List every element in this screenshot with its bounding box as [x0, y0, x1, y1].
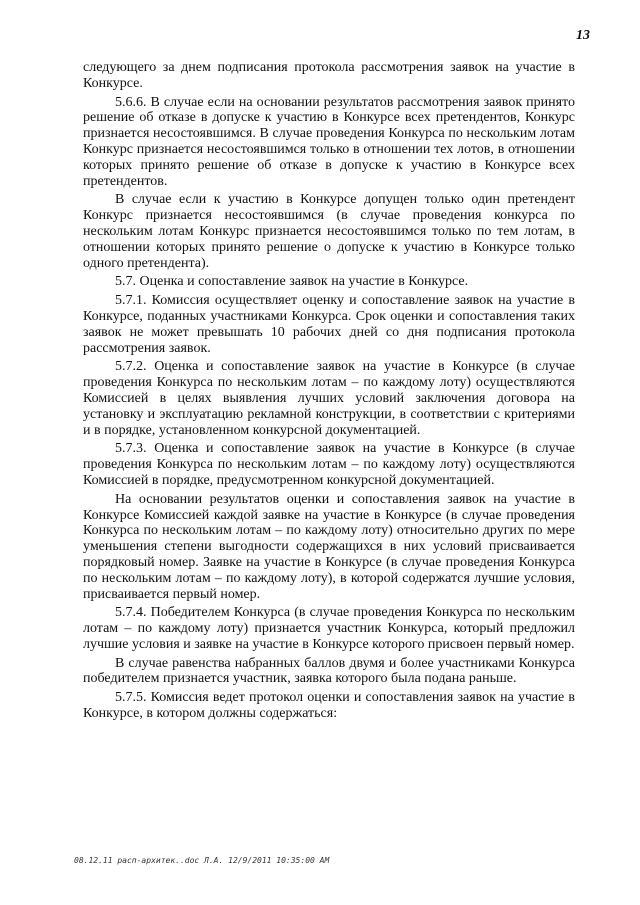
page-number: 13	[576, 28, 590, 43]
paragraph-tie-break: В случае равенства набранных баллов двумя и более участниками Конкурса победителем признается участник, заявка которого была подана раньше.	[83, 655, 575, 687]
paragraph-ranking: На основании результатов оценки и сопоставления заявок на участие в Конкурсе Комиссией каждой заявке на участие в Конкурсе (в случае проведения Конкурса по нескольким лотам – по каждому лоту) относительно других по мере уменьшения степени выгодности содержащихся в них условий присваивается порядковый номер. Заявке на участие в Конкурсе (в случае проведения Конкурса по нескольким лотам – по каждому лоту), в которой содержатся лучшие условия, присваивается первый номер.	[83, 491, 575, 602]
paragraph-5-7-2: 5.7.2. Оценка и сопоставление заявок на участие в Конкурсе (в случае проведения Конкурса по нескольким лотам – по каждому лоту) осуществляются Комиссией в целях выявления лучших условий заключения договора на установку и эксплуатацию рекламной конструкции, в соответствии с критериями и в порядке, установленном конкурсной документацией.	[83, 359, 575, 438]
section-heading-5-7: 5.7. Оценка и сопоставление заявок на участие в Конкурсе.	[115, 274, 469, 290]
paragraph-single-participant: В случае если к участию в Конкурсе допущен только один претендент Конкурс признается несостоявшимся (в случае проведения конкурса по нескольким лотам Конкурс признается несостоявшимся только по тем лотам, в отношении которых принято решение о допуске к участию в Конкурсе только одного претендента).	[83, 192, 575, 271]
paragraph-5-7-1: 5.7.1. Комиссия осуществляет оценку и сопоставление заявок на участие в Конкурсе, поданных участниками Конкурса. Срок оценки и сопоставления таких заявок не может превышать 10 рабочих дней со дня подписания протокола рассмотрения заявок.	[83, 293, 575, 356]
document-body	[83, 60, 575, 725]
paragraph-5-7-5: 5.7.5. Комиссия ведет протокол оценки и сопоставления заявок на участие в Конкурсе, в котором должны содержаться:	[83, 690, 575, 722]
document-footer: 08.12.11 расп-архитек..doc Л.А. 12/9/2011 10:35:00 AM	[74, 856, 330, 865]
paragraph-5-7-3: 5.7.3. Оценка и сопоставление заявок на участие в Конкурсе (в случае проведения Конкурса по нескольким лотам – по каждому лоту) осуществляются Комиссией в порядке, предусмотренном конкурсной документацией.	[83, 441, 575, 488]
paragraph-continuation: следующего за днем подписания протокола рассмотрения заявок на участие в Конкурсе.	[83, 60, 575, 91]
paragraph-5-7-4: 5.7.4. Победителем Конкурса (в случае проведения Конкурса по нескольким лотам – по каждому лоту) признается участник Конкурса, который предложил лучшие условия и заявке на участие в Конкурсе которого присвоен первый номер.	[83, 605, 575, 652]
paragraph-5-6-6: 5.6.6. В случае если на основании результатов рассмотрения заявок принято решение об отказе в допуске к участию в Конкурсе всех претендентов, Конкурс признается несостоявшимся. В случае проведения Конкурса по нескольким лотам Конкурс признается несостоявшимся только в отношении тех лотов, в отношении которых принято решение об отказе в допуске к участию в Конкурсе всех претендентов.	[83, 94, 575, 189]
